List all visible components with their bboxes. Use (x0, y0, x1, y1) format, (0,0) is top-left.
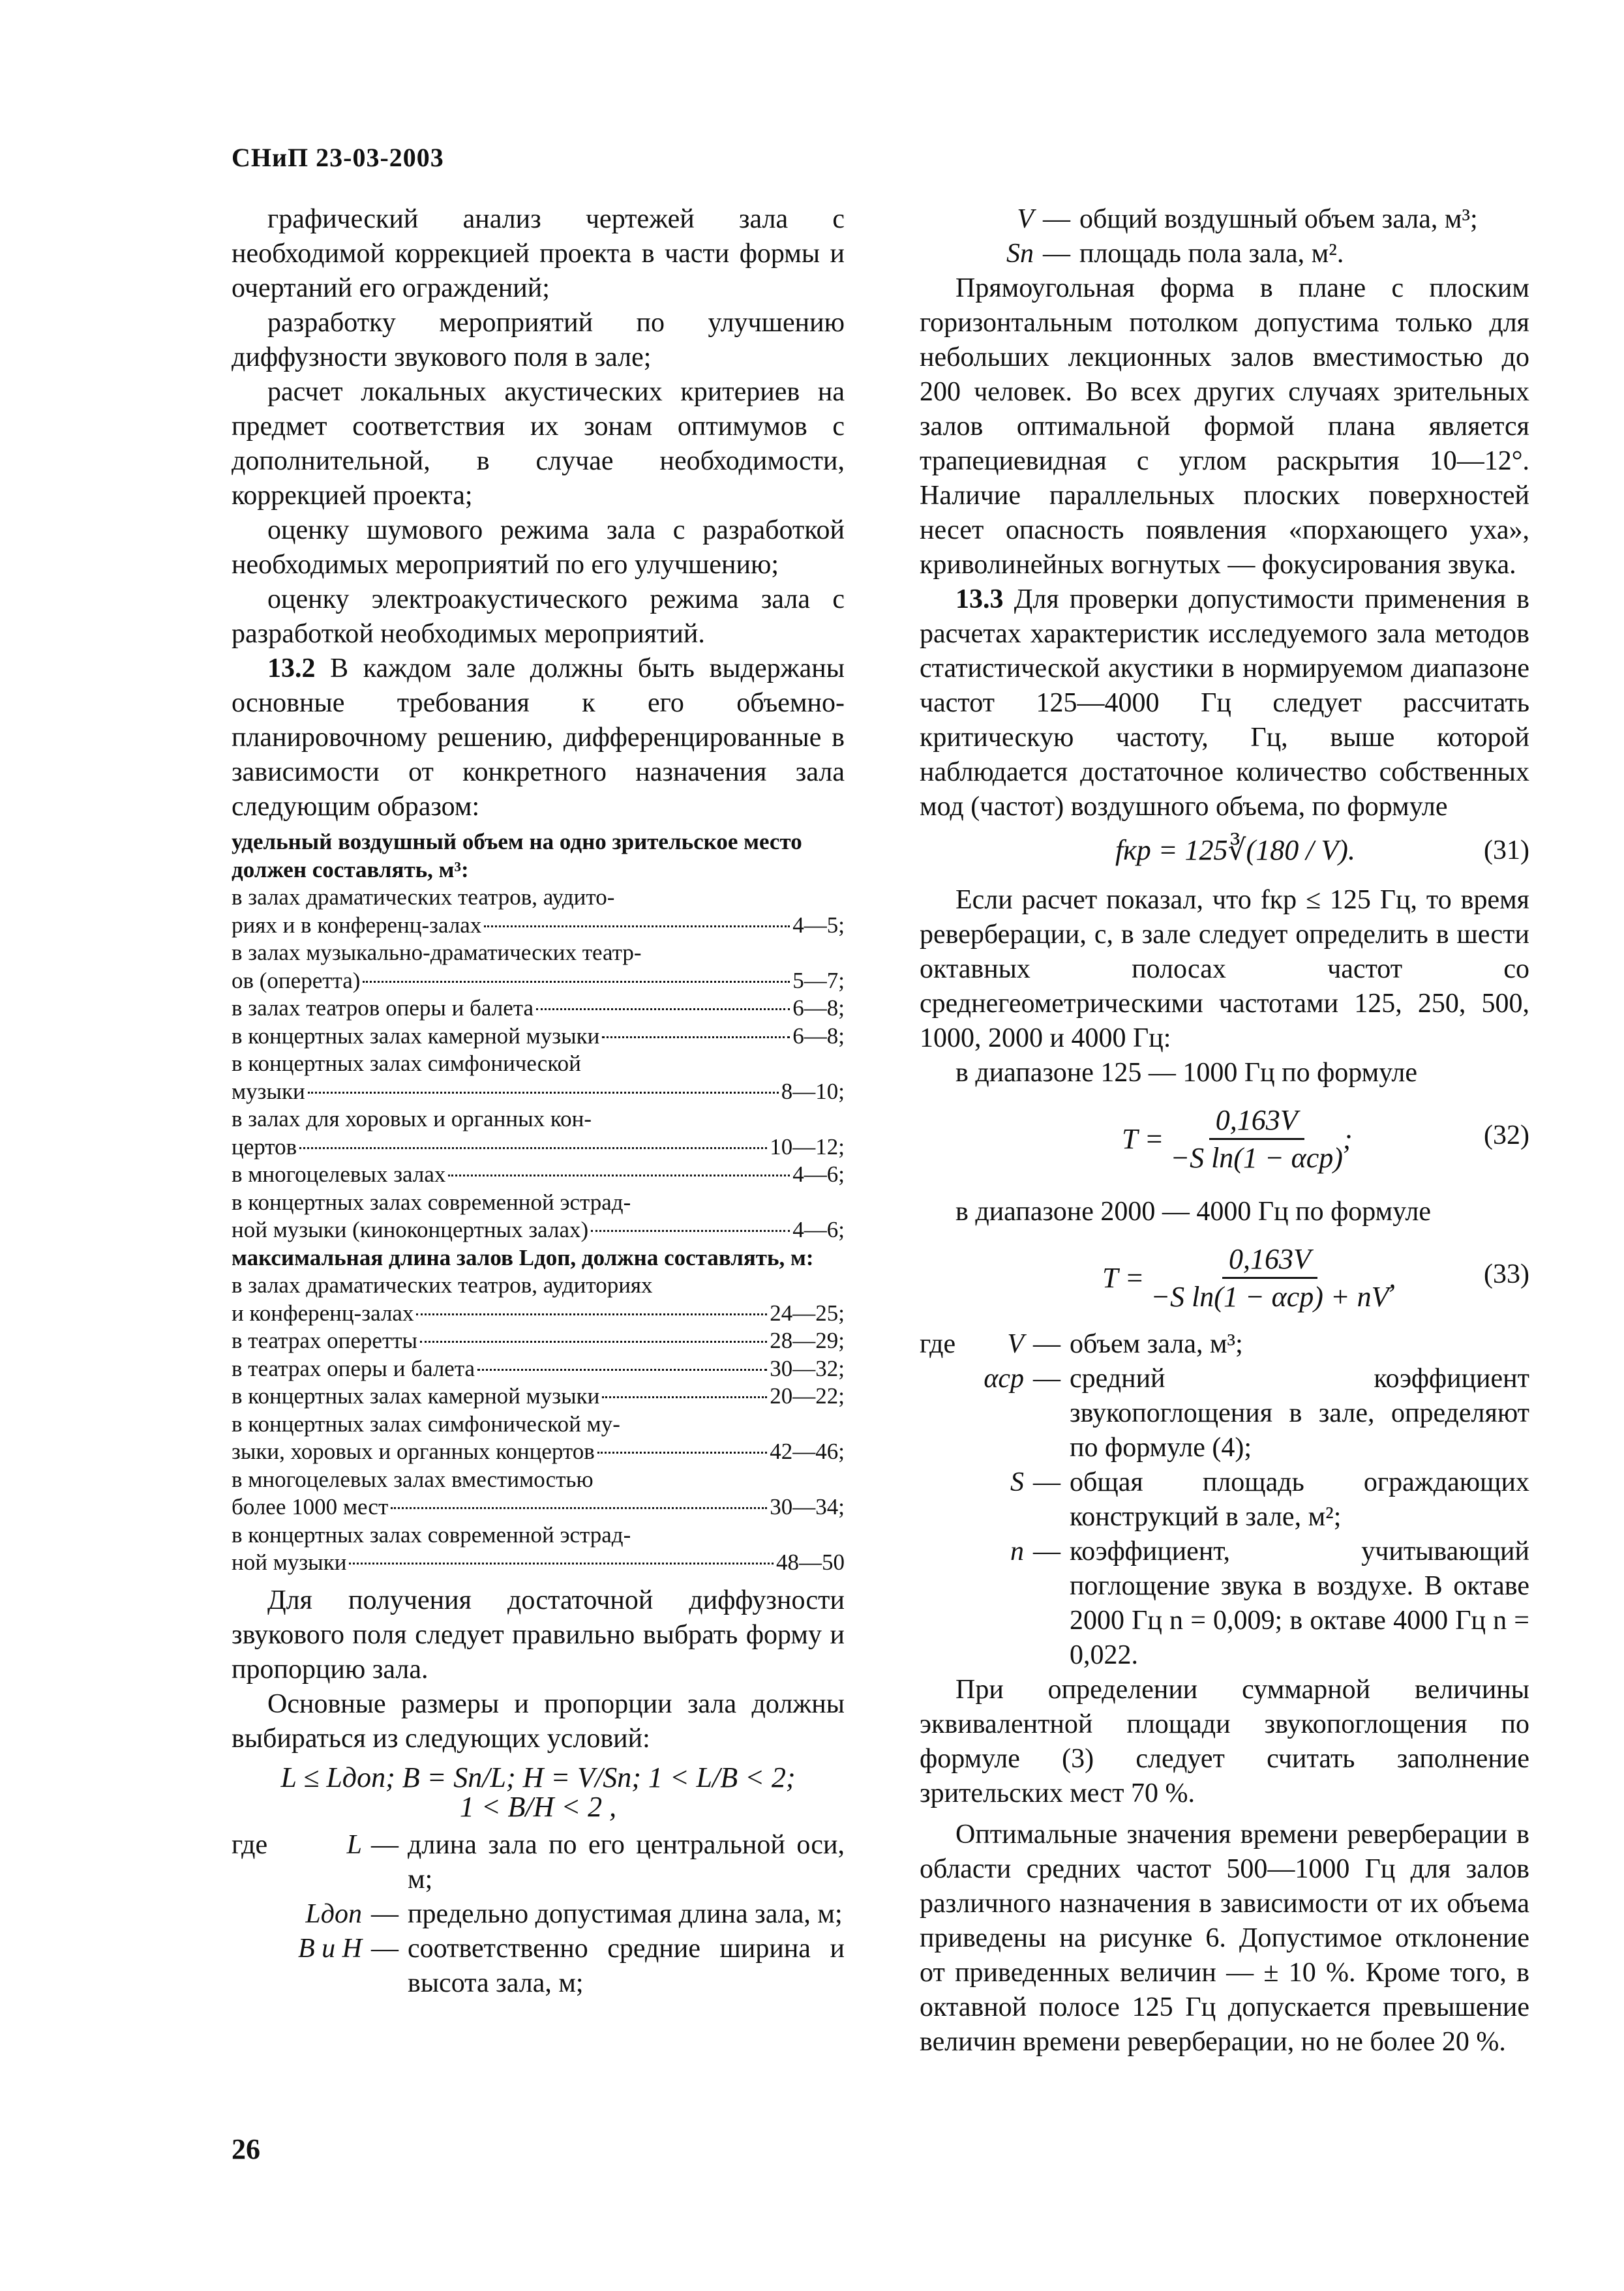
formula-number: (32) (1484, 1120, 1529, 1150)
leader-dots (299, 1147, 767, 1149)
section-13-2 (232, 651, 845, 824)
list-item (232, 1133, 845, 1161)
paragraph: расчет локальных акустических критериев на предмет соответствия их зонам оптимумов с дополнительной, в случае необходимости, коррекцией проекта; (232, 377, 845, 511)
section-number: 13.2 (267, 653, 316, 683)
list-item-label: музыки (232, 1078, 305, 1104)
leader-dots (448, 1175, 790, 1176)
list-item (232, 912, 845, 940)
section-text: В каждом зале должны быть выдержаны основные требования к его объемно-планировочному решению, дифференцированные в зависимости от конкретного назначения зала следующим образом: (232, 653, 845, 822)
definition (920, 1535, 1529, 1673)
definition-dash: — (1043, 239, 1070, 269)
fraction (1170, 1103, 1343, 1175)
right-column (920, 202, 1529, 2059)
list-item-label: в театрах оперетты (232, 1328, 418, 1353)
definition-text: общий воздушный объем зала, м³; (1079, 204, 1478, 234)
list-item (232, 995, 845, 1023)
list-item-line: в концертных залах симфонической му- (232, 1411, 620, 1437)
definition-prefix (920, 1535, 972, 1673)
list-item-label: в многоцелевых залах (232, 1161, 446, 1187)
numerator: 0,163V (1222, 1242, 1317, 1279)
list-item-label: ов (оперетта) (232, 967, 361, 993)
paragraph: оценку электроакустического режима зала с разработкой необходимых мероприятий. (232, 584, 845, 649)
list-item (232, 1161, 845, 1189)
paragraph: Для получения достаточной диффузности звукового поля следует правильно выбрать форму и пропорцию зала. (232, 1585, 845, 1685)
page-number: 26 (232, 2133, 260, 2165)
list-item-value: 10—12; (770, 1133, 845, 1160)
formula-number: (31) (1484, 835, 1529, 865)
list-item-line: в многоцелевых залах вместимостью (232, 1466, 594, 1492)
definition-text: коэффициент, учитывающий поглощение звука в воздухе. В октаве 2000 Гц n = 0,009; в октаве 4000 Гц n = 0,022. (1070, 1536, 1529, 1670)
definition-prefix (232, 1897, 284, 1932)
list-item-value: 8—10; (781, 1078, 845, 1104)
definition-dash: — (1033, 1364, 1060, 1394)
definition-symbol: n (1010, 1536, 1024, 1566)
list-item-label: риях и в конференц-залах (232, 912, 482, 938)
leader-dots (602, 1396, 767, 1398)
list-item-value: 42—46; (770, 1439, 845, 1464)
formula-33 (920, 1229, 1529, 1327)
list-item-value: 5—7; (792, 967, 845, 993)
list-item-label: в театрах оперы и балета (232, 1355, 475, 1381)
formula-31 (920, 824, 1529, 876)
definition-dash: — (1033, 1536, 1060, 1566)
list-item-line: в залах для хоровых и органных кон- (232, 1106, 592, 1131)
list-item (232, 1549, 845, 1577)
definition-prefix (232, 1932, 284, 2001)
leader-dots (363, 981, 790, 983)
list-item (232, 1216, 845, 1244)
list-item-line: в залах драматических театров, аудито- (232, 884, 615, 910)
definition-prefix: где (232, 1829, 268, 1860)
paragraph: в диапазоне 2000 — 4000 Гц по формуле (955, 1197, 1431, 1227)
formula-number: (33) (1484, 1259, 1529, 1289)
paragraph: оценку шумового режима зала с разработкой необходимых мероприятий по его улучшению; (232, 515, 845, 580)
definition-dash: — (371, 1829, 398, 1860)
list-item (232, 1078, 845, 1106)
list-item (232, 1355, 845, 1383)
list-item-label: в концертных залах камерной музыки (232, 1383, 600, 1409)
paragraph: графический анализ чертежей зала с необходимой коррекцией проекта в части формы и очертаний его ограждений; (232, 204, 845, 303)
denominator: −S ln(1 − αср) (1170, 1142, 1343, 1174)
definition-text: средний коэффициент звукопоглощения в зале, определяют по формуле (4); (1070, 1364, 1529, 1463)
leader-dots (477, 1369, 767, 1371)
definition-dash: — (1043, 204, 1070, 234)
document-header: СНиП 23-03-2003 (232, 143, 444, 172)
list-item-label: в концертных залах камерной музыки (232, 1023, 600, 1049)
list-item (232, 1300, 845, 1328)
leader-dots (349, 1563, 774, 1565)
definition-symbol: V (1017, 204, 1034, 234)
left-column (232, 202, 845, 2001)
definition-text: соответственно средние ширина и высота зала, м; (408, 1933, 845, 1998)
leader-dots (591, 1230, 790, 1232)
list-item-label: цертов (232, 1133, 297, 1160)
list-item-value: 6—8; (792, 1023, 845, 1049)
section-text: Для проверки допустимости применения в расчетах характеристик исследуемого зала методов статистической акустики в нормируемом диапазоне частот 125—4000 Гц следует рассчитать критическую частоту, Гц, выше которой наблюдается достаточное количество собственных мод (частот) воздушного объема, по формуле (920, 584, 1529, 822)
leader-dots (416, 1313, 767, 1315)
list-item-value: 6—8; (792, 995, 845, 1021)
definition-dash: — (371, 1933, 398, 1964)
section-13-3 (920, 582, 1529, 824)
list-item-label: зыки, хоровых и органных концертов (232, 1439, 595, 1464)
definition-dash: — (1033, 1467, 1060, 1497)
definition-symbol: S (1010, 1467, 1024, 1497)
leader-dots (597, 1452, 768, 1454)
definition-symbol: αср (984, 1364, 1024, 1394)
formula-lhs: T = (1102, 1262, 1145, 1294)
definition-symbol: Sп (1006, 239, 1034, 269)
list-item (232, 1023, 845, 1051)
list-item-value: 48—50 (776, 1550, 845, 1575)
list-item-value: 20—22; (770, 1383, 845, 1409)
definition-text: длина зала по его центральной оси, м; (408, 1829, 845, 1894)
definition (920, 1465, 1529, 1535)
condition-formula: 1 < B/H < 2 , (459, 1790, 617, 1823)
definitions-list (920, 1327, 1529, 1673)
definition-symbol: Lдоп (305, 1898, 362, 1929)
leader-dots (536, 1008, 790, 1010)
paragraph: в диапазоне 125 — 1000 Гц по формуле (955, 1058, 1417, 1088)
definition (920, 1362, 1529, 1465)
list-item (232, 1493, 845, 1521)
definition-dash: — (371, 1898, 398, 1929)
definition-prefix (920, 1362, 972, 1465)
formula-lhs: T = (1122, 1123, 1164, 1155)
leader-dots (484, 925, 790, 927)
paragraph: Основные размеры и пропорции зала должны выбираться из следующих условий: (232, 1688, 845, 1754)
list-item-label: в залах театров оперы и балета (232, 995, 534, 1021)
leader-dots (602, 1036, 790, 1038)
list-item-label: ной музыки (232, 1550, 347, 1575)
paragraph: Если расчет показал, что fкр ≤ 125 Гц, то время реверберации, с, в зале следует определить в шести октавных полосах частот со среднегеометрическими частотами 125, 250, 500, 1000, 2000 и 4000 Гц: (920, 885, 1529, 1053)
list-item (232, 967, 845, 995)
list-item-line: в концертных залах современной эстрад- (232, 1189, 631, 1215)
list-item-line: в залах драматических театров, аудиториях (232, 1272, 653, 1298)
list-item-line: в концертных залах симфонической (232, 1051, 581, 1076)
definition-text: объем зала, м³; (1070, 1329, 1243, 1359)
list-item-value: 30—32; (770, 1355, 845, 1381)
leader-dots (391, 1507, 767, 1509)
paragraph: разработку мероприятий по улучшению диффузности звукового поля в зале; (232, 308, 845, 372)
list-item-value: 4—6; (792, 1161, 845, 1187)
definitions-list (975, 202, 1529, 271)
list-item-value: 30—34; (770, 1494, 845, 1520)
list-item-label: более 1000 мест (232, 1494, 389, 1520)
list-item-value: 28—29; (770, 1328, 845, 1353)
definition-prefix: где (920, 1329, 956, 1359)
definition (232, 1932, 845, 2001)
list-item-label: ной музыки (киноконцертных залах) (232, 1217, 589, 1242)
paragraph: При определении суммарной величины эквивалентной площади звукопоглощения по формуле (3) следует считать заполнение зрительских мест 70 %. (920, 1675, 1529, 1808)
list-item-value: 24—25; (770, 1300, 845, 1326)
list-items (232, 1272, 845, 1577)
definition-symbol: B и H (298, 1933, 362, 1964)
formula-tail: ; (1342, 1123, 1353, 1155)
fraction (1150, 1242, 1389, 1313)
paragraph: Оптимальные значения времени реверберации в области средних частот 500—1000 Гц для залов различного назначения в зависимости от их объема приведены на рисунке 6. Допустимое отклонение от приведенных величин — ± 10 %. Кроме того, в октавной полосе 125 Гц допускается превышение величин времени реверберации, но не более 20 %. (920, 1819, 1529, 2057)
definition-text: общая площадь ограждающих конструкций в зале, м²; (1070, 1467, 1529, 1532)
definition-text: площадь пола зала, м². (1079, 239, 1344, 269)
definition-symbol: L (346, 1829, 362, 1860)
list-item-value: 4—5; (792, 912, 845, 938)
list-heading: удельный воздушный объем на одно зрительское место должен составлять, м³: (232, 829, 802, 882)
paragraph: Прямоугольная форма в плане с плоским горизонтальным потолком допустима только для небольших лекционных залов вместимостью до 200 человек. Во всех других случаях зрительных залов оптимальной формой плана является трапециевидная с углом раскрытия 10—12°. Наличие параллельных плоских поверхностей несет опасность появления «порхающего уха», криволинейных вогнутых — фокусирования звука. (920, 273, 1529, 580)
leader-dots (308, 1092, 779, 1094)
list-item (232, 1438, 845, 1466)
definition (920, 1327, 1529, 1362)
leader-dots (420, 1341, 767, 1343)
definition-dash: — (1033, 1329, 1060, 1359)
list-item-line: в концертных залах современной эстрад- (232, 1521, 631, 1548)
denominator: −S ln(1 − αср) + nV (1150, 1281, 1389, 1313)
section-number: 13.3 (955, 584, 1004, 614)
definition (232, 1828, 845, 1897)
condition-formula: L ≤ Lдоп; B = Sп/L; H = V/Sп; 1 < L/B < 2; (280, 1761, 796, 1793)
definition (975, 237, 1529, 271)
definition-text: предельно допустимая длина зала, м; (408, 1898, 843, 1929)
definition (975, 202, 1529, 237)
definition-symbol: V (1007, 1329, 1024, 1359)
definition-prefix (920, 1465, 972, 1535)
list-volume (232, 828, 845, 1577)
list-item-value: 4—6; (792, 1217, 845, 1242)
list-item (232, 1327, 845, 1355)
numerator: 0,163V (1209, 1103, 1304, 1140)
list-item (232, 1383, 845, 1411)
formula-32 (920, 1090, 1529, 1182)
list-heading: максимальная длина залов Lдоп, должна составлять, м: (232, 1244, 814, 1270)
definitions-list (232, 1828, 845, 2001)
formula-body: fкр = 125∛(180 / V). (1115, 834, 1355, 866)
list-items (232, 884, 845, 1244)
list-item-line: в залах музыкально-драматических театр- (232, 940, 642, 965)
list-item-label: и конференц-залах (232, 1300, 414, 1326)
formula-tail: , (1389, 1262, 1396, 1294)
definition (232, 1897, 845, 1932)
